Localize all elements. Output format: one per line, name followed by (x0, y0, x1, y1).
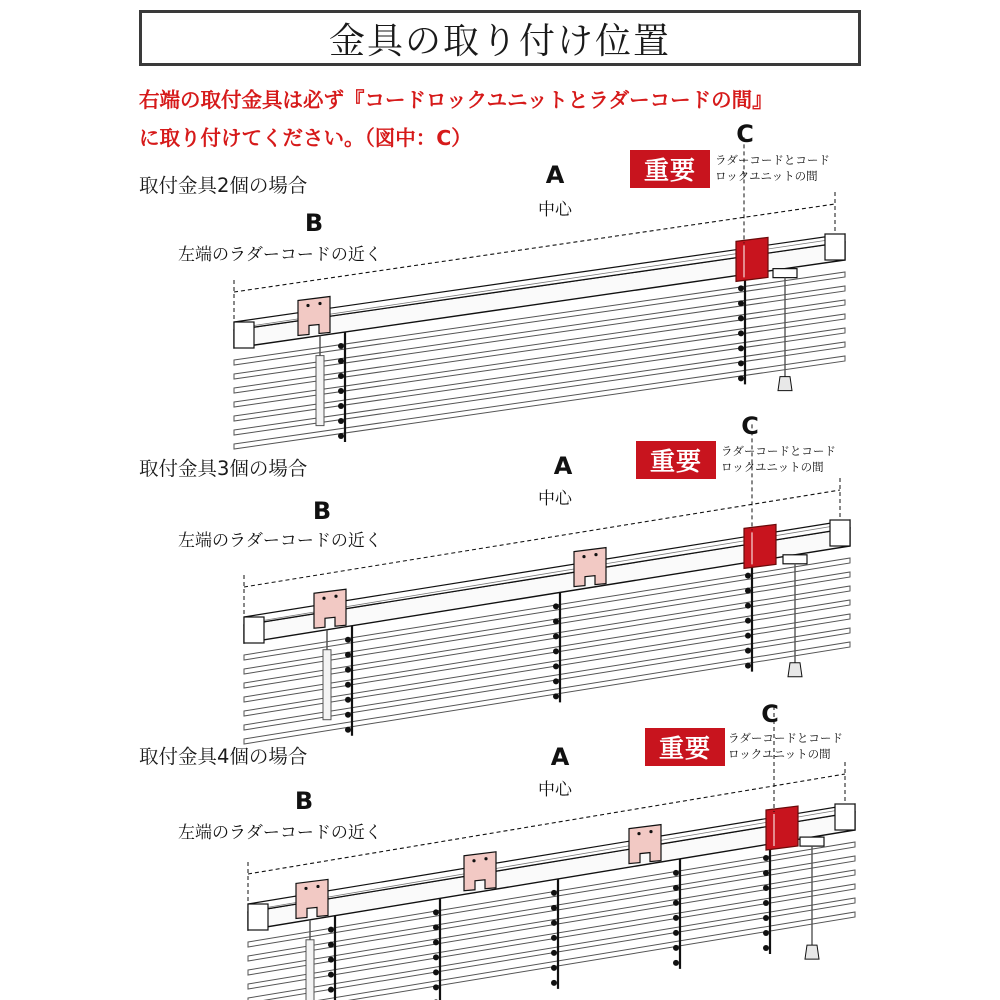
ladder-cord-knot (345, 697, 351, 703)
case-1-marker-c: C (736, 120, 754, 148)
headrail-end-right (830, 520, 850, 546)
ladder-cord-knot (553, 618, 559, 624)
cord-tassel (788, 663, 802, 677)
notice-line-2: に取り付けてください。（図中：C） (139, 126, 472, 150)
case-3-a-sub: 中心 (538, 780, 572, 800)
case-3-c-note (728, 730, 843, 762)
mounting-bracket-c (736, 237, 768, 281)
mounting-bracket-c (744, 524, 776, 568)
ladder-cord-knot (338, 388, 344, 394)
ladder-cord-knot (553, 648, 559, 654)
notice-line-1: 右端の取付金具は必ず『コードロックユニットとラダーコードの間』 (139, 88, 773, 112)
case-1-a-sub: 中心 (538, 200, 572, 220)
mounting-bracket-c (766, 806, 798, 850)
case-2-marker-a: A (553, 452, 573, 480)
ladder-cord-knot (745, 648, 751, 654)
headrail-end-left (248, 904, 268, 930)
case-3-c-note-line1: ラダーコードとコード (728, 731, 843, 745)
ladder-cord-knot (673, 930, 679, 936)
ladder-cord-knot (551, 980, 557, 986)
ladder-cord-knot (738, 285, 744, 291)
ladder-cord-knot (745, 618, 751, 624)
ladder-cord-knot (345, 652, 351, 658)
tilt-wand (316, 356, 324, 426)
ladder-cord-knot (433, 954, 439, 960)
ladder-cord-knot (328, 972, 334, 978)
ladder-cord-knot (433, 909, 439, 915)
ladder-cord-knot (433, 924, 439, 930)
case-2-label: 取付金具3個の場合 (139, 457, 308, 480)
headrail-end-left (244, 617, 264, 643)
ladder-cord-knot (328, 987, 334, 993)
ladder-cord-knot (553, 603, 559, 609)
page-title: 金具の取り付け位置 (139, 10, 861, 66)
ladder-cord-knot (745, 663, 751, 669)
ladder-cord-knot (328, 957, 334, 963)
ladder-cord-knot (763, 870, 769, 876)
case-3-label: 取付金具4個の場合 (139, 745, 308, 768)
case-2-marker-b: B (312, 497, 332, 525)
bracket-screw-hole (306, 304, 309, 307)
case-1-b-sub: 左端のラダーコードの近く (178, 245, 382, 265)
case-2-b-sub: 左端のラダーコードの近く (178, 531, 382, 551)
ladder-cord-knot (745, 573, 751, 579)
case-1-c-note-line2: ロックユニットの間 (715, 169, 818, 183)
bracket-screw-hole (594, 553, 597, 556)
cord-tassel (778, 377, 792, 391)
case-1-important-badge: 重要 (630, 150, 710, 188)
ladder-cord-knot (673, 945, 679, 951)
ladder-cord-knot (338, 403, 344, 409)
ladder-cord-knot (673, 870, 679, 876)
ladder-cord-knot (433, 939, 439, 945)
case-2-marker-c: C (741, 412, 759, 440)
ladder-cord-knot (551, 965, 557, 971)
case-3-c-note-line2: ロックユニットの間 (728, 747, 831, 761)
ladder-cord-knot (553, 663, 559, 669)
bracket-screw-hole (322, 597, 325, 600)
case-1-label: 取付金具2個の場合 (139, 174, 308, 197)
case-2-c-note (721, 443, 836, 475)
tilt-wand (306, 940, 314, 1000)
headrail-end-left (234, 322, 254, 348)
ladder-cord-knot (673, 885, 679, 891)
case-2-a-sub: 中心 (538, 489, 572, 509)
ladder-cord-knot (328, 942, 334, 948)
case-2-important-badge: 重要 (636, 441, 716, 479)
ladder-cord-knot (338, 373, 344, 379)
cord-lock-unit (773, 269, 797, 278)
ladder-cord-knot (738, 315, 744, 321)
ladder-cord-knot (345, 727, 351, 733)
case-1-c-note-line1: ラダーコードとコード (715, 153, 830, 167)
ladder-cord-knot (338, 358, 344, 364)
ladder-cord-knot (763, 915, 769, 921)
ladder-cord-knot (433, 984, 439, 990)
ladder-cord-knot (763, 900, 769, 906)
cord-lock-unit (800, 837, 824, 846)
ladder-cord-knot (551, 950, 557, 956)
ladder-cord-knot (551, 890, 557, 896)
bracket-screw-hole (304, 887, 307, 890)
ladder-cord-knot (345, 667, 351, 673)
ladder-cord-knot (763, 930, 769, 936)
ladder-cord-knot (553, 693, 559, 699)
tilt-wand (323, 650, 331, 720)
ladder-cord-knot (433, 969, 439, 975)
ladder-cord-knot (338, 343, 344, 349)
ladder-cord-knot (338, 418, 344, 424)
cord-tassel (805, 945, 819, 959)
ladder-cord-knot (673, 960, 679, 966)
bracket-screw-hole (472, 859, 475, 862)
ladder-cord-knot (673, 915, 679, 921)
ladder-cord-knot (345, 712, 351, 718)
case-2-c-note-line1: ラダーコードとコード (721, 444, 836, 458)
ladder-cord-knot (738, 330, 744, 336)
slat (244, 614, 850, 716)
cord-lock-unit (783, 555, 807, 564)
ladder-cord-knot (763, 885, 769, 891)
ladder-cord-knot (738, 345, 744, 351)
case-3-marker-c: C (761, 700, 779, 728)
ladder-cord-knot (738, 360, 744, 366)
ladder-cord-knot (553, 678, 559, 684)
ladder-cord-knot (553, 633, 559, 639)
case-2-c-note-line2: ロックユニットの間 (721, 460, 824, 474)
ladder-cord-knot (345, 637, 351, 643)
ladder-cord-knot (551, 935, 557, 941)
ladder-cord-knot (328, 927, 334, 933)
ladder-cord-knot (745, 588, 751, 594)
case-3-blind-diagram (0, 770, 1000, 1000)
case-1-marker-b: B (304, 209, 324, 237)
bracket-screw-hole (582, 555, 585, 558)
case-1-marker-a: A (545, 161, 565, 189)
ladder-cord-knot (763, 855, 769, 861)
case-3-marker-a: A (550, 743, 570, 771)
case-2-blind-diagram (0, 480, 1000, 710)
case-1-c-note (715, 152, 830, 184)
ladder-cord-knot (338, 433, 344, 439)
ladder-cord-knot (345, 682, 351, 688)
bracket-screw-hole (318, 302, 321, 305)
headrail-end-right (835, 804, 855, 830)
case-3-important-badge: 重要 (645, 728, 725, 766)
ladder-cord-knot (551, 905, 557, 911)
bracket-screw-hole (316, 885, 319, 888)
bracket-screw-hole (649, 830, 652, 833)
bracket-screw-hole (484, 857, 487, 860)
case-3-marker-b: B (294, 787, 314, 815)
case-3-b-sub: 左端のラダーコードの近く (178, 823, 382, 843)
bracket-screw-hole (334, 595, 337, 598)
ladder-cord-knot (745, 633, 751, 639)
ladder-cord-knot (673, 900, 679, 906)
case-1-blind-diagram (0, 195, 1000, 425)
ladder-cord-knot (745, 603, 751, 609)
ladder-cord-knot (738, 375, 744, 381)
bracket-screw-hole (637, 832, 640, 835)
headrail-end-right (825, 234, 845, 260)
ladder-cord-knot (738, 300, 744, 306)
ladder-cord-knot (763, 945, 769, 951)
ladder-cord-knot (551, 920, 557, 926)
